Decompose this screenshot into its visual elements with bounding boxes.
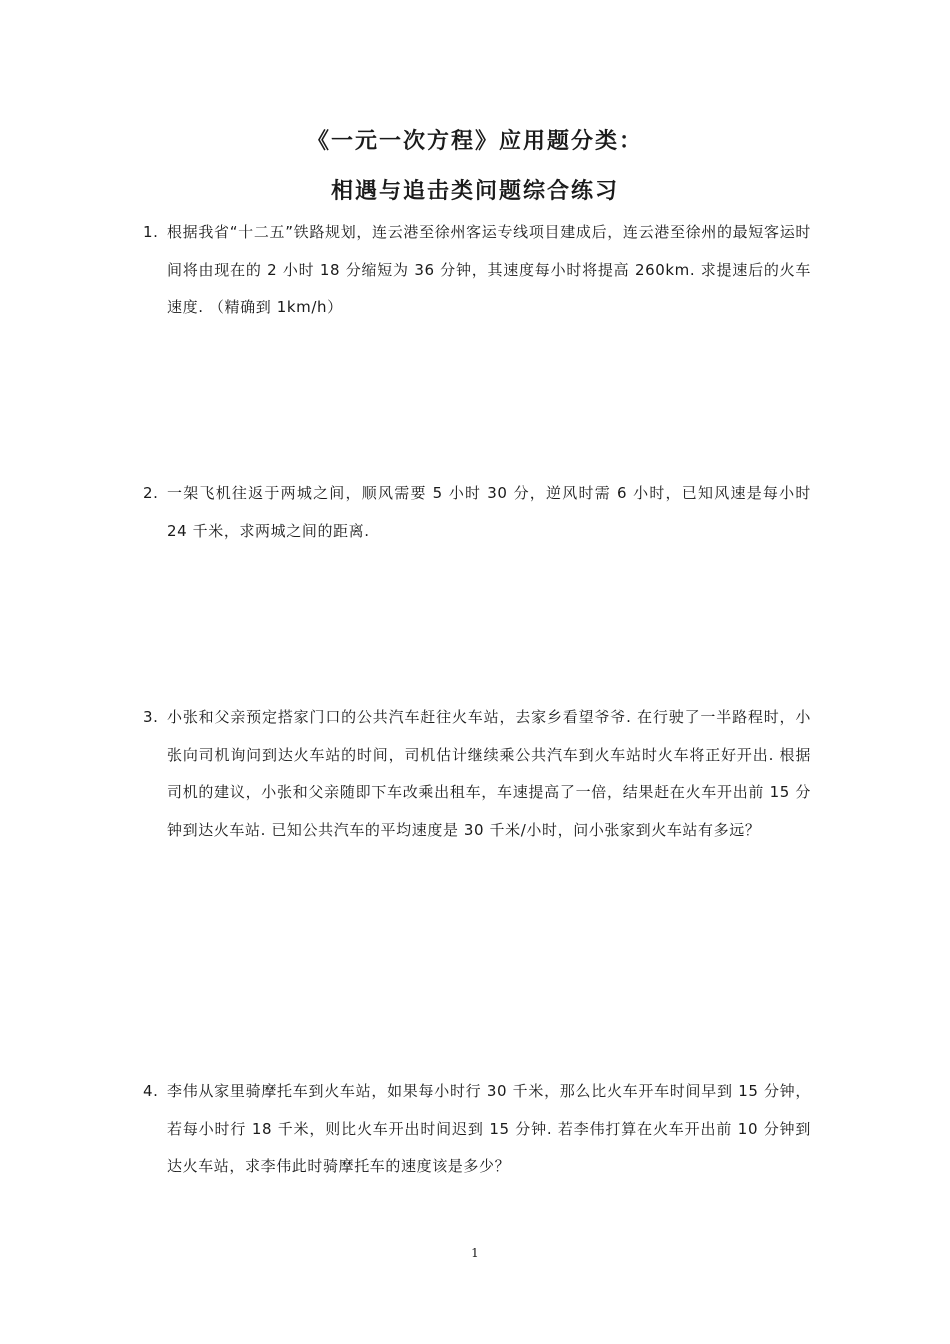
question-3 (143, 699, 811, 849)
document-subtitle: 相遇与追击类问题综合练习 (330, 179, 619, 204)
question-text: 根据我省“十二五”铁路规划，连云港至徐州客运专线项目建成后，连云港至徐州的最短客运时间将由现在的 2 小时 18 分缩短为 36 分钟，其速度每小时将提高 260km. 求提速后的火车速度. （精确到 1km/h） (167, 223, 811, 316)
question-text: 李伟从家里骑摩托车到火车站，如果每小时行 30 千米，那么比火车开车时间早到 15 分钟，若每小时行 18 千米，则比火车开出时间迟到 15 分钟. 若李伟打算在火车开出前 10 分钟到达火车站，求李伟此时骑摩托车的速度该是多少？ (167, 1082, 811, 1175)
question-1 (143, 214, 811, 327)
question-number: 1. (143, 223, 159, 241)
question-number: 3. (143, 708, 159, 726)
question-2 (143, 475, 811, 550)
question-text: 小张和父亲预定搭家门口的公共汽车赶往火车站，去家乡看望爷爷. 在行驶了一半路程时，小张向司机询问到达火车站的时间，司机估计继续乘公共汽车到火车站时火车将正好开出. 根据司机的建议，小张和父亲随即下车改乘出租车，车速提高了一倍，结果赶在火车开出前 15 分钟到达火车站. 已知公共汽车的平均速度是 30 千米/小时，问小张家到火车站有多远？ (167, 708, 811, 839)
question-4 (143, 1073, 811, 1186)
question-number: 2. (143, 484, 159, 502)
page-number: 1 (471, 1246, 479, 1260)
question-text: 一架飞机往返于两城之间，顺风需要 5 小时 30 分，逆风时需 6 小时，已知风速是每小时 24 千米，求两城之间的距离. (167, 484, 811, 540)
question-number: 4. (143, 1082, 159, 1100)
document-title: 《一元一次方程》应用题分类： (306, 129, 643, 154)
